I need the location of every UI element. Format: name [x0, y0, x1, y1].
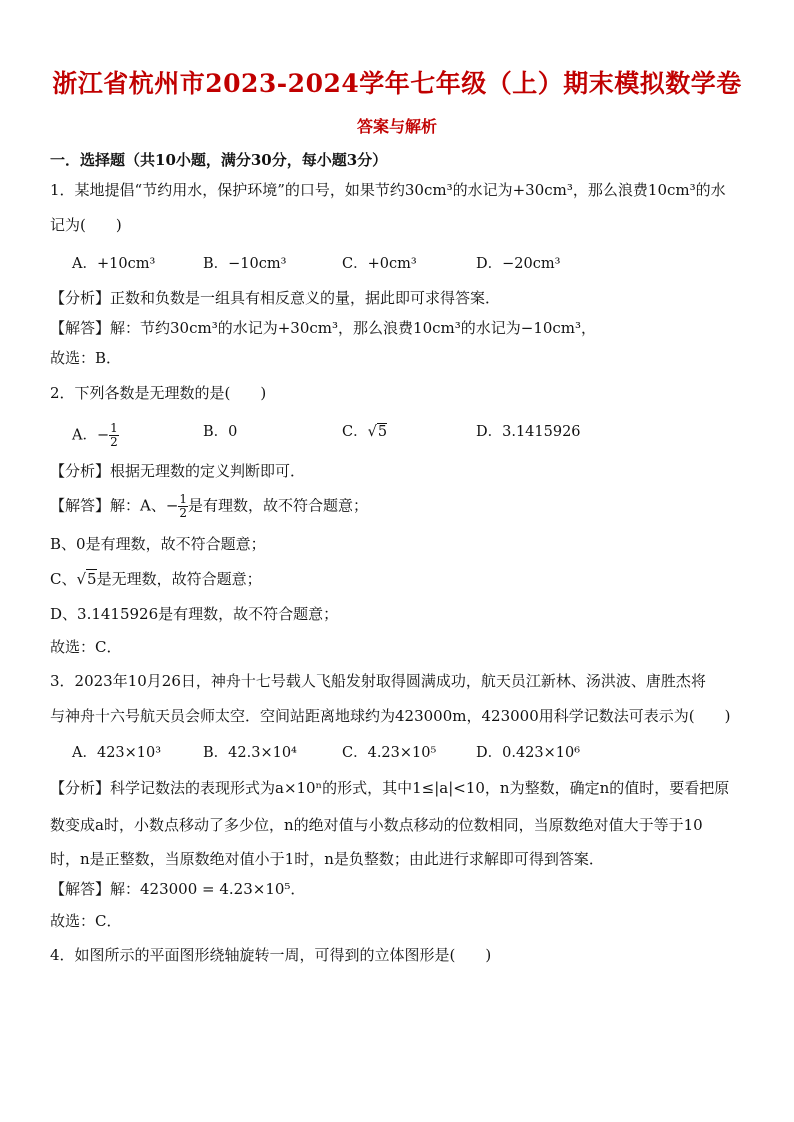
q1-solution: 【解答】解：节约30cm³的水记为+30cm³，那么浪费10cm³的水记为−10cm³， — [50, 319, 597, 337]
fraction-denominator: 2 — [110, 435, 118, 449]
q3-stem-line2: 与神舟十六号航天员会师太空．空间站距离地球约为423000m，423000用科学记数法可表示为( ) — [50, 707, 731, 725]
q3-answer: 故选：C． — [50, 912, 122, 930]
fraction-numerator: 1 — [179, 492, 188, 506]
q1-analysis: 【分析】正数和负数是一组具有相反意义的量，据此即可求得答案． — [50, 289, 501, 307]
radicand: 5 — [87, 570, 97, 588]
q1-stem-line1: 1．某地提倡“节约用水，保护环境”的口号，如果节约30cm³的水记为+30cm³，那么浪费10cm³的水 — [50, 181, 726, 199]
q2-option-d: D．3.1415926 — [476, 424, 581, 440]
fraction — [178, 493, 188, 520]
page-title: 浙江省杭州市2023-2024学年七年级（上）期末模拟数学卷 — [52, 69, 742, 98]
fraction — [109, 422, 119, 449]
q3-analysis-line1: 【分析】科学记数法的表现形式为a×10ⁿ的形式，其中1≤|a|<10，n为整数，确定n的值时，要看把原 — [50, 779, 730, 797]
q2-option-c-prefix: C． — [342, 424, 368, 440]
q2-option-a-prefix: A．− — [72, 427, 110, 444]
q2-solution-c — [50, 569, 262, 589]
sqrt-symbol: √5 — [367, 424, 388, 440]
q2-solution-c-suffix: 是无理数，故符合题意； — [96, 570, 262, 588]
q3-analysis-line3: 时，n是正整数，当原数绝对值小于1时，n是负整数；由此进行求解即可得到答案． — [50, 850, 604, 868]
fraction-denominator: 2 — [179, 506, 188, 520]
sqrt-symbol: √5 — [76, 570, 97, 588]
q1-option-a: A．+10cm³ — [72, 256, 156, 272]
fraction-numerator: 1 — [110, 421, 118, 435]
q2-solution-a — [50, 493, 368, 520]
q1-option-d: D．−20cm³ — [476, 256, 561, 272]
q3-solution: 【解答】解：423000 = 4.23×10⁵． — [50, 880, 306, 898]
page-subtitle: 答案与解析 — [356, 117, 437, 136]
q3-option-c: C．4.23×10⁵ — [342, 745, 437, 761]
q2-option-a — [72, 422, 119, 449]
q3-stem-line1: 3．2023年10月26日，神舟十七号载人飞船发射取得圆满成功，航天员江新林、汤洪波、唐胜杰将 — [50, 672, 706, 690]
q2-analysis: 【分析】根据无理数的定义判断即可． — [50, 462, 306, 480]
q3-option-d: D．0.423×10⁶ — [476, 745, 581, 761]
q2-option-b: B．0 — [203, 424, 238, 440]
q1-stem-line2: 记为( ) — [50, 216, 122, 234]
q3-option-b: B．42.3×10⁴ — [203, 745, 297, 761]
q2-solution-c-prefix: C、 — [50, 570, 77, 588]
q3-option-a: A．423×10³ — [72, 745, 162, 761]
q2-solution-a-suffix: 是有理数，故不符合题意； — [188, 496, 369, 515]
q4-stem: 4．如图所示的平面图形绕轴旋转一周，可得到的立体图形是( ) — [50, 946, 492, 964]
q1-option-b: B．−10cm³ — [203, 256, 287, 272]
section-heading: 一．选择题（共10小题，满分30分，每小题3分） — [50, 151, 388, 169]
q2-solution-a-prefix: 【解答】解：A、− — [50, 496, 179, 515]
q3-analysis-line2: 数变成a时，小数点移动了多少位，n的绝对值与小数点移动的位数相同，当原数绝对值大于等于10 — [50, 816, 703, 834]
q2-answer: 故选：C． — [50, 638, 122, 656]
radicand: 5 — [377, 424, 388, 440]
q1-option-c: C．+0cm³ — [342, 256, 417, 272]
q2-stem: 2．下列各数是无理数的是( ) — [50, 384, 267, 402]
q1-answer: 故选：B． — [50, 349, 122, 367]
q2-option-c — [342, 422, 387, 442]
q2-solution-b: B、0是有理数，故不符合题意； — [50, 535, 266, 553]
q2-solution-d: D、3.1415926是有理数，故不符合题意； — [50, 605, 339, 623]
